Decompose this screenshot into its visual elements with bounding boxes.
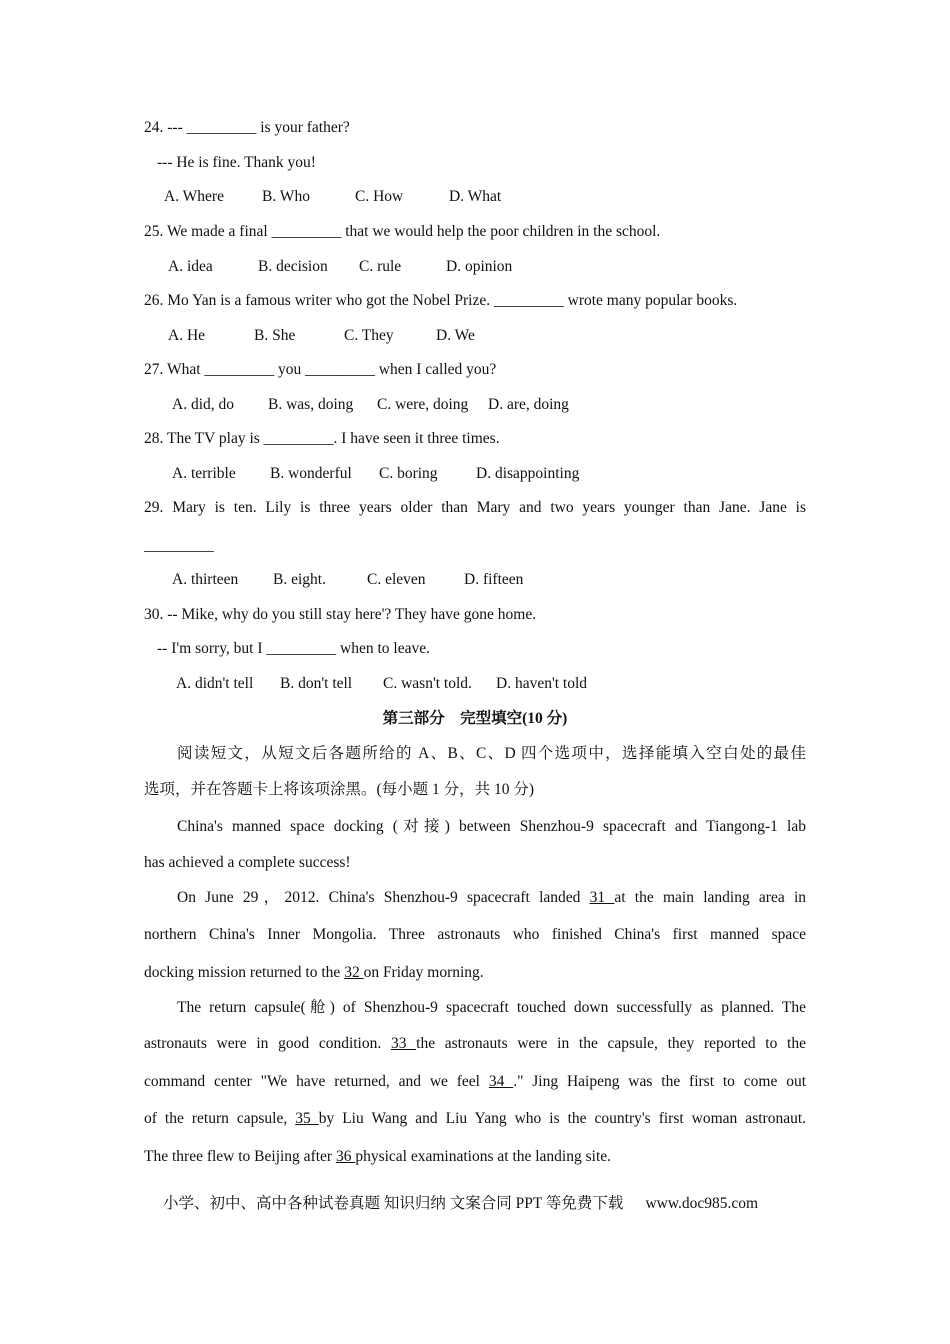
q25-option-a: A. idea [168, 258, 213, 275]
blank-36: 36 [335, 1148, 356, 1165]
q28-option-b: B. wonderful [270, 465, 352, 482]
q27-option-c: C. were, doing [377, 396, 469, 413]
passage-p3-line2: astronauts were in good condition. 33 the astronauts were in the capsule, they reported to the [144, 1035, 806, 1052]
q25-option-c: C. rule [359, 258, 402, 275]
blank-32: 32 [344, 964, 364, 981]
q26-options [168, 326, 830, 346]
section-title: 第三部分 完型填空(10 分) [382, 710, 568, 727]
q29-option-d: D. fifteen [464, 571, 524, 588]
q24-option-c: C. How [355, 188, 404, 205]
passage-p3-line3: command center "We have returned, and we feel 34 ." Jing Haipeng was the first to come out [144, 1073, 806, 1090]
q28-options [172, 464, 834, 484]
q28-stem: 28. The TV play is _________. I have seen it three times. [144, 430, 500, 447]
passage-p3-line4: of the return capsule, 35 by Liu Wang and Liu Yang who is the country's first woman astronaut. [144, 1110, 806, 1127]
blank-31: 31 [589, 889, 615, 906]
q28-option-d: D. disappointing [476, 465, 580, 482]
q30-option-d: D. haven't told [496, 675, 588, 692]
q27-stem: 27. What _________ you _________ when I called you? [144, 361, 497, 378]
passage-p1-line1: China's manned space docking (对接) between Shenzhou-9 spacecraft and Tiangong-1 lab [177, 818, 806, 835]
q24-stem: 24. --- _________ is your father? [144, 119, 350, 136]
q24-reply: --- He is fine. Thank you! [157, 154, 316, 171]
q30-stem: 30. -- Mike, why do you still stay here'? They have gone home. [144, 606, 537, 623]
blank-33: 33 [390, 1035, 417, 1052]
q24-options [164, 187, 826, 207]
q25-stem: 25. We made a final _________ that we would help the poor children in the school. [144, 223, 661, 240]
q25-option-d: D. opinion [446, 258, 513, 275]
blank-35: 35 [295, 1110, 319, 1127]
q30-option-c: C. wasn't told. [383, 675, 472, 692]
q27-option-d: D. are, doing [488, 396, 569, 413]
q26-option-a: A. He [168, 327, 206, 344]
q26-option-b: B. She [254, 327, 296, 344]
passage-p2-line3: docking mission returned to the 32 on Friday morning. [144, 964, 484, 981]
q27-option-a: A. did, do [172, 396, 234, 413]
passage-p3-line1: The return capsule(舱) of Shenzhou-9 spacecraft touched down successfully as planned. The [177, 999, 806, 1016]
footer-text: 小学、初中、高中各种试卷真题 知识归纳 文案合同 PPT 等免费下载 [163, 1195, 624, 1212]
q27-options [172, 395, 834, 415]
q27-option-b: B. was, doing [268, 396, 354, 413]
q25-options [168, 257, 830, 277]
q30-option-b: B. don't tell [280, 675, 353, 692]
passage-p2-line1: On June 29，2012. China's Shenzhou-9 spacecraft landed 31 at the main landing area in [177, 889, 807, 906]
q29-stem: 29. Mary is ten. Lily is three years older than Mary and two years younger than Jane. Jane is [144, 499, 806, 516]
q25-option-b: B. decision [258, 258, 328, 275]
q30-reply: -- I'm sorry, but I _________ when to leave. [157, 640, 430, 657]
q28-option-c: C. boring [379, 465, 438, 482]
passage-p3-line5: The three flew to Beijing after 36 physical examinations at the landing site. [144, 1148, 612, 1165]
q26-option-d: D. We [436, 327, 475, 344]
q24-option-b: B. Who [262, 188, 310, 205]
section-instruction-line1: 阅读短文，从短文后各题所给的 A、B、C、D 四个选项中，选择能填入空白处的最佳 [177, 745, 806, 762]
q29-blank: _________ [144, 537, 214, 554]
section-instruction-line2: 选项，并在答题卡上将该项涂黑。(每小题 1 分，共 10 分) [144, 781, 535, 798]
q29-option-c: C. eleven [367, 571, 426, 588]
passage-p1-line2: has achieved a complete success! [144, 854, 351, 871]
footer-url[interactable]: www.doc985.com [645, 1195, 759, 1212]
passage-p2-line2: northern China's Inner Mongolia. Three astronauts who finished China's first manned space [144, 926, 806, 943]
q30-option-a: A. didn't tell [176, 675, 254, 692]
page-footer [163, 1191, 758, 1213]
q26-option-c: C. They [344, 327, 394, 344]
q29-options [172, 570, 834, 590]
q28-option-a: A. terrible [172, 465, 236, 482]
q26-stem: 26. Mo Yan is a famous writer who got the Nobel Prize. _________ wrote many popular books. [144, 292, 738, 309]
q29-option-a: A. thirteen [172, 571, 239, 588]
q29-option-b: B. eight. [273, 571, 326, 588]
q24-option-d: D. What [449, 188, 502, 205]
blank-34: 34 [488, 1073, 514, 1090]
q30-options [176, 674, 838, 694]
q24-option-a: A. Where [164, 188, 224, 205]
